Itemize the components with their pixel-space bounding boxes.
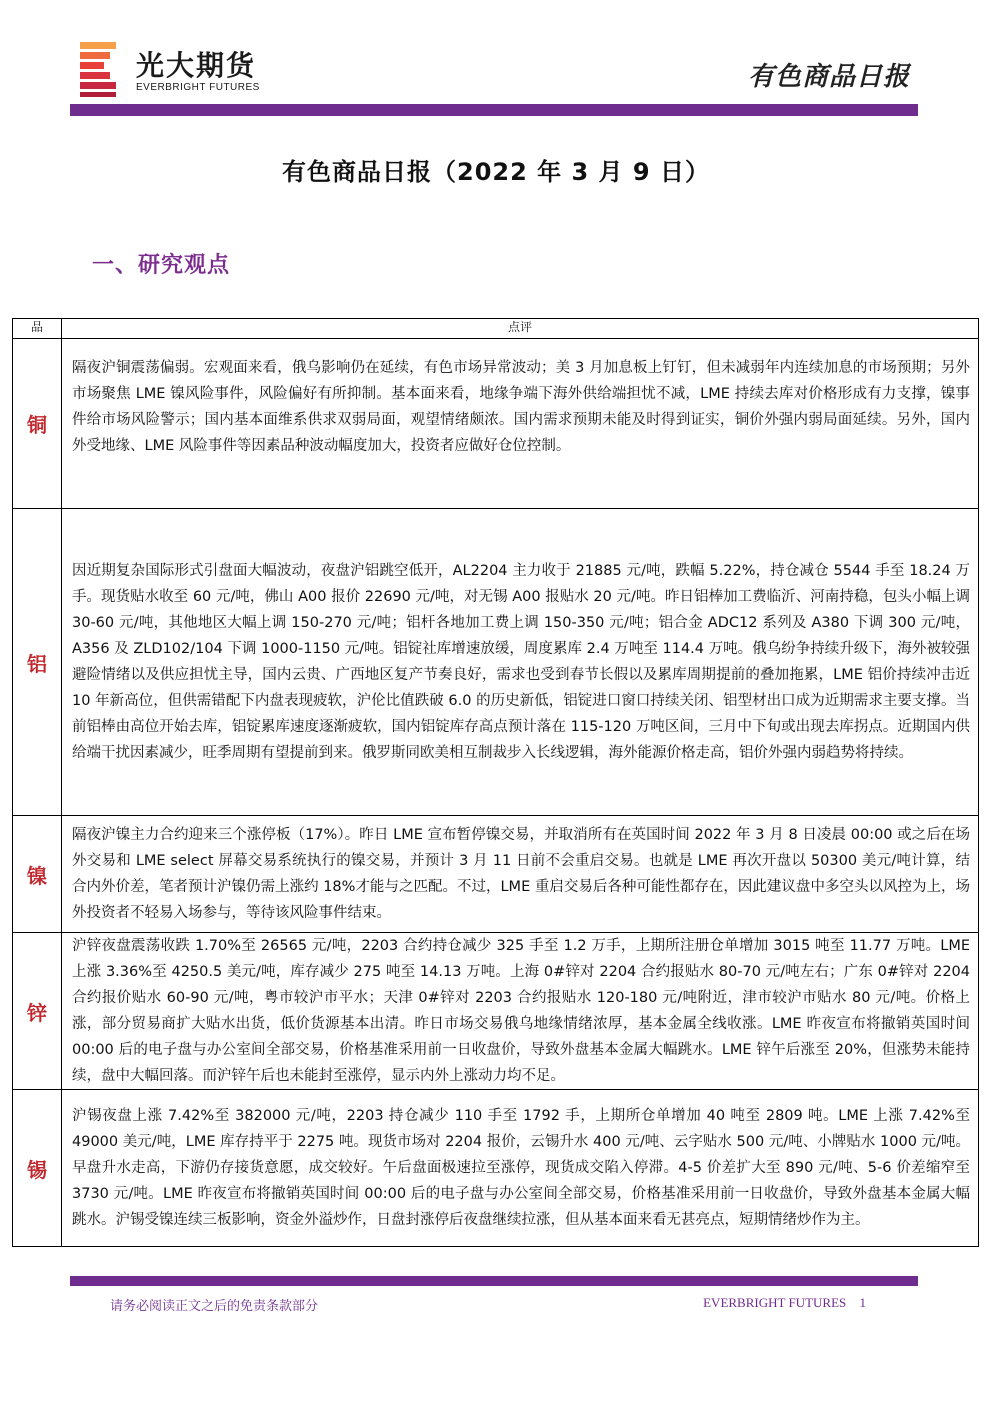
commodity-comment-table	[12, 318, 979, 1247]
table-row-tin	[13, 1090, 979, 1247]
table-row-copper	[13, 339, 979, 509]
logo-chinese-name: 光大期货	[136, 49, 257, 82]
footer-disclaimer: 请务必阅读正文之后的免责条款部分	[110, 1298, 319, 1313]
footer-company-page	[703, 1295, 866, 1311]
footer-page-number: 1	[859, 1295, 866, 1310]
product-aluminum: 铝	[13, 509, 62, 816]
document-title: 有色商品日报（2022 年 3 月 9 日）	[282, 158, 710, 186]
brand-logo	[76, 40, 296, 100]
comment-aluminum: 因近期复杂国际形式引盘面大幅波动，夜盘沪铝跳空低开，AL2204 主力收于 21885 元/吨，跌幅 5.22%，持仓减仓 5544 手至 18.24 万手。现货贴水收至 60 元/吨，佛山 A00 报价 22690 元/吨，对无锡 A00 报贴水 20 元/吨。昨日铝棒加工费临沂、河南持稳，包头小幅上调 30-60 元/吨，其他地区大幅上调 150-270 元/吨；铝杆各地加工费上调 150-350 元/吨；铝合金 ADC12 系列及 A380 下调 300 元/吨，A356 及 ZLD102/104 下调 1000-1150 元/吨。铝锭社库增速放缓，周度累库 2.4 万吨至 114.4 万吨。俄乌纷争持续升级下，海外被较强避险情绪以及供应担忧主导，国内云贵、广西地区复产节奏良好，需求也受到春节长假以及累库周期提前的叠加拖累，LME 铝价持续冲击近 10 年新高位，但供需错配下内盘表现疲软，沪伦比值跌破 6.0 的历史新低，铝锭进口窗口持续关闭、铝型材出口成为近期需求主要支撑。当前铝棒由高位开始去库，铝锭累库速度逐渐疲软，国内铝锭库存高点预计落在 115-120 万吨区间，三月中下旬或出现去库拐点。近期国内供给端干扰因素减少，旺季周期有望提前到来。俄罗斯同欧美相互制裁步入长线逻辑，海外能源价格走高，铝价外强内弱趋势将持续。	[62, 509, 979, 816]
section-heading: 一、研究观点	[92, 253, 231, 278]
comment-tin: 沪锡夜盘上涨 7.42%至 382000 元/吨，2203 持仓减少 110 手至 1792 手，上期所仓单增加 40 吨至 2809 吨。LME 上涨 7.42%至 49000 美元/吨，LME 库存持平于 2275 吨。现货市场对 2204 报价，云锡升水 400 元/吨、云字贴水 500 元/吨、小牌贴水 1000 元/吨。早盘升水走高，下游仍存接货意愿，成交较好。午后盘面极速拉至涨停，现货成交陷入停滞。4-5 价差扩大至 890 元/吨、5-6 价差缩窄至 3730 元/吨。LME 昨夜宣布将撤销英国时间 00:00 后的电子盘与办公室间全部交易，价格基准采用前一日收盘价，导致外盘基本金属大幅跳水。沪锡受镍连续三板影响，资金外溢炒作，日盘封涨停后夜盘继续拉涨，但从基本面来看无甚亮点，短期情绪炒作为主。	[62, 1090, 979, 1247]
header-divider	[70, 104, 918, 116]
table-row-aluminum	[13, 509, 979, 816]
report-name: 有色商品日报	[747, 62, 910, 92]
everbright-logo-icon	[76, 40, 120, 98]
logo-english-name: EVERBRIGHT FUTURES	[136, 82, 260, 93]
product-copper: 铜	[13, 339, 62, 509]
comment-nickel: 隔夜沪镍主力合约迎来三个涨停板（17%）。昨日 LME 宣布暂停镍交易，并取消所有在英国时间 2022 年 3 月 8 日凌晨 00:00 或之后在场外交易和 LME select 屏幕交易系统执行的镍交易，并预计 3 月 11 日前不会重启交易。也就是 LME 再次开盘以 50300 美元/吨计算，结合内外价差，笔者预计沪镍仍需上涨约 18%才能与之匹配。不过，LME 重启交易后各种可能性都存在，因此建议盘中多空头以风控为上，场外投资者不轻易入场参与，等待该风险事件结束。	[62, 816, 979, 933]
comment-zinc: 沪锌夜盘震荡收跌 1.70%至 26565 元/吨，2203 合约持仓减少 325 手至 1.2 万手，上期所注册仓单增加 3015 吨至 11.77 万吨。LME 上涨 3.36%至 4250.5 美元/吨，库存减少 275 吨至 14.13 万吨。上海 0#锌对 2204 合约报贴水 80-70 元/吨左右；广东 0#锌对 2204 合约报价贴水 60-90 元/吨，粤市较沪市平水；天津 0#锌对 2203 合约报贴水 120-180 元/吨附近，津市较沪市贴水 80 元/吨。价格上涨，部分贸易商扩大贴水出货，低价货源基本出清。昨日市场交易俄乌地缘情绪浓厚，基本金属全线收涨。LME 昨夜宣布将撤销英国时间 00:00 后的电子盘与办公室间全部交易，价格基准采用前一日收盘价，导致外盘基本金属大幅跳水。LME 锌午后涨至 20%，但涨势未能持续，盘中大幅回落。而沪锌午后也未能封至涨停，显示内外上涨动力均不足。	[62, 933, 979, 1090]
footer-divider	[70, 1276, 918, 1286]
table-header-row	[13, 319, 979, 339]
comment-copper: 隔夜沪铜震荡偏弱。宏观面来看，俄乌影响仍在延续，有色市场异常波动；美 3 月加息板上钉钉，但未减弱年内连续加息的市场预期；另外市场聚焦 LME 镍风险事件，风险偏好有所抑制。基本面来看，地缘争端下海外供给端担忧不减，LME 持续去库对价格形成有力支撑，镍事件给市场风险警示；国内基本面维系供求双弱局面，观望情绪颇浓。国内需求预期未能及时得到证实，铜价外强内弱局面延续。另外，国内外受地缘、LME 风险事件等因素品种波动幅度加大，投资者应做好仓位控制。	[62, 339, 979, 509]
product-zinc: 锌	[13, 933, 62, 1090]
table-row-nickel	[13, 816, 979, 933]
header-product: 品	[13, 319, 62, 339]
footer-company: EVERBRIGHT FUTURES	[703, 1295, 847, 1310]
product-nickel: 镍	[13, 816, 62, 933]
header-comment: 点评	[62, 319, 979, 339]
product-tin: 锡	[13, 1090, 62, 1247]
table-row-zinc	[13, 933, 979, 1090]
